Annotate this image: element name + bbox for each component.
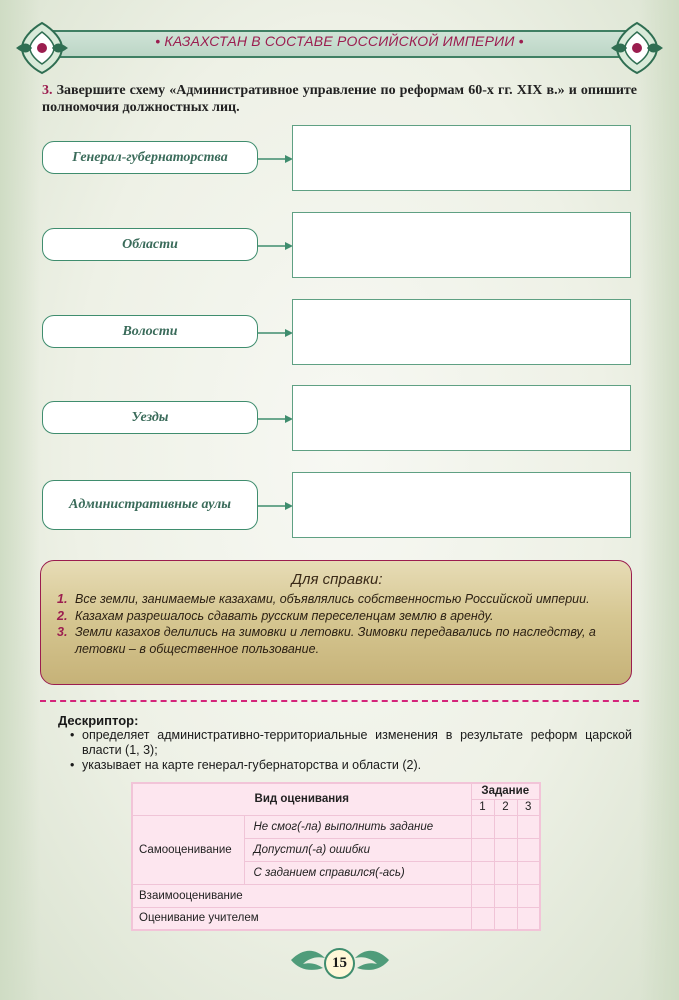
criterion-label: Допустил(-а) ошибки xyxy=(244,838,471,861)
mark-cell[interactable] xyxy=(471,861,494,884)
reference-item xyxy=(57,591,617,608)
task-number-header: 1 xyxy=(471,799,494,815)
scheme-level-regions: Области xyxy=(42,228,258,261)
reference-item xyxy=(57,624,617,657)
mark-cell[interactable] xyxy=(494,861,517,884)
reference-item-text: Все земли, занимаемые казахами, объявлялись собственностью Российской империи. xyxy=(75,592,590,606)
corner-ornament-icon xyxy=(607,18,667,78)
reference-item-number: 2. xyxy=(57,608,68,623)
mark-cell[interactable] xyxy=(471,815,494,838)
task-text: Завершите схему «Административное управление по реформам 60-х гг. XIX в.» и опишите полномочия должностных лиц. xyxy=(42,83,638,115)
chapter-title: • КАЗАХСТАН В СОСТАВЕ РОССИЙСКОЙ ИМПЕРИИ • xyxy=(155,33,524,49)
header-task: Задание xyxy=(471,783,540,799)
peer-assessment-label: Взаимооценивание xyxy=(132,884,471,907)
scheme-level-uyezds: Уезды xyxy=(42,401,258,434)
answer-box-governorates[interactable] xyxy=(292,125,631,191)
task-number-header: 3 xyxy=(517,799,540,815)
arrow-right-icon xyxy=(258,414,294,424)
criterion-label: Не смог(-ла) выполнить задание xyxy=(244,815,471,838)
task-number-header: 2 xyxy=(494,799,517,815)
answer-box-regions[interactable] xyxy=(292,212,631,278)
descriptor xyxy=(58,713,632,773)
mark-cell[interactable] xyxy=(517,884,540,907)
evaluation-table xyxy=(131,782,541,931)
reference-title: Для справки: xyxy=(291,571,383,588)
mark-cell[interactable] xyxy=(471,838,494,861)
answer-box-uyezds[interactable] xyxy=(292,385,631,451)
mark-cell[interactable] xyxy=(517,907,540,930)
reference-item-number: 1. xyxy=(57,592,68,606)
dashed-divider xyxy=(40,700,639,702)
mark-cell[interactable] xyxy=(517,815,540,838)
page-border-right xyxy=(639,0,679,1000)
mark-cell[interactable] xyxy=(494,884,517,907)
corner-ornament-icon xyxy=(12,18,72,78)
page-number: 15 xyxy=(324,948,355,979)
mark-cell[interactable] xyxy=(494,838,517,861)
reference-item-number: 3. xyxy=(57,625,68,639)
page-border-left xyxy=(0,0,40,1000)
criterion-label: С заданием справился(-ась) xyxy=(244,861,471,884)
task-number: 3. xyxy=(42,83,53,98)
descriptor-item: • определяет административно-территориальные изменения в результате реформ царской власти (1, 3); xyxy=(70,728,632,758)
reference-item-text: Казахам разрешалось сдавать русским переселенцам землю в аренду. xyxy=(75,608,494,623)
scheme-level-volosts: Волости xyxy=(42,315,258,348)
self-assessment-label: Самооценивание xyxy=(132,815,244,884)
mark-cell[interactable] xyxy=(471,884,494,907)
mark-cell[interactable] xyxy=(494,815,517,838)
reference-item-text: Земли казахов делились на зимовки и летовки. Зимовки передавались по наследству, а летовки – в общественное пользование. xyxy=(75,625,596,656)
teacher-assessment-label: Оценивание учителем xyxy=(132,907,471,930)
scheme-level-governorates: Генерал-губернаторства xyxy=(42,141,258,174)
mark-cell[interactable] xyxy=(471,907,494,930)
arrow-right-icon xyxy=(258,241,294,251)
reference-item xyxy=(57,608,617,625)
arrow-right-icon xyxy=(258,154,294,164)
descriptor-title: Дескриптор: xyxy=(58,713,139,728)
arrow-right-icon xyxy=(258,328,294,338)
descriptor-list xyxy=(58,728,632,773)
task-statement xyxy=(42,82,637,116)
scheme-level-auls: Административные аулы xyxy=(42,480,258,530)
answer-box-volosts[interactable] xyxy=(292,299,631,365)
answer-box-auls[interactable] xyxy=(292,472,631,538)
mark-cell[interactable] xyxy=(517,838,540,861)
arrow-right-icon xyxy=(258,501,294,511)
reference-block xyxy=(40,560,632,685)
header-assessment-type: Вид оценивания xyxy=(132,783,471,815)
mark-cell[interactable] xyxy=(517,861,540,884)
descriptor-item: • указывает на карте генерал-губернаторства и области (2). xyxy=(70,758,632,773)
mark-cell[interactable] xyxy=(494,907,517,930)
